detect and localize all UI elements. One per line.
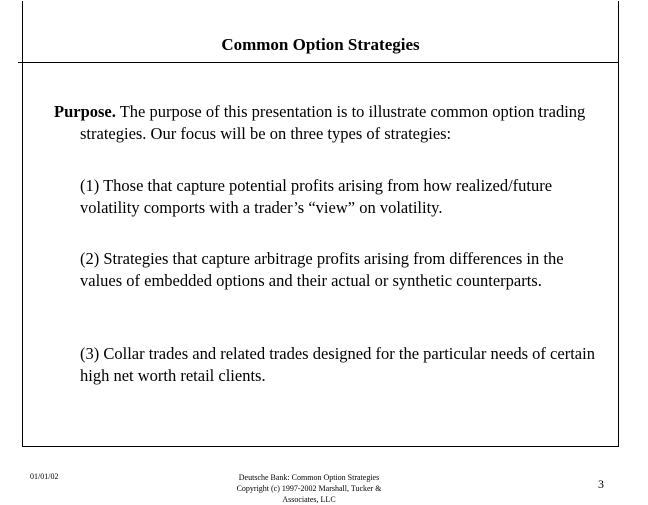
footer-copyright — [214, 472, 404, 505]
purpose-paragraph — [54, 101, 625, 145]
title-divider — [18, 62, 619, 63]
strategy-item-2: (2) Strategies that capture arbitrage profits arising from differences in the values of embedded options and their actual or synthetic counterparts. — [80, 249, 564, 290]
strategy-item-3: (3) Collar trades and related trades designed for the particular needs of certain high net worth retail clients. — [80, 344, 595, 385]
footer-date: 01/01/02 — [30, 472, 59, 481]
footer-line-2: Copyright (c) 1997-2002 Marshall, Tucker & — [236, 484, 382, 493]
page-number: 3 — [598, 477, 604, 491]
footer-line-3: Associates, LLC — [282, 495, 336, 504]
purpose-text: The purpose of this presentation is to illustrate common option trading strategies. Our focus will be on three types of strategies: — [80, 102, 586, 143]
slide-title: Common Option Strategies — [221, 35, 420, 54]
strategy-item-1: (1) Those that capture potential profits arising from how realized/future volatility comports with a trader’s “view” on volatility. — [80, 176, 553, 217]
purpose-lead: Purpose. — [54, 102, 116, 121]
footer-line-1: Deutsche Bank: Common Option Strategies — [238, 473, 380, 482]
